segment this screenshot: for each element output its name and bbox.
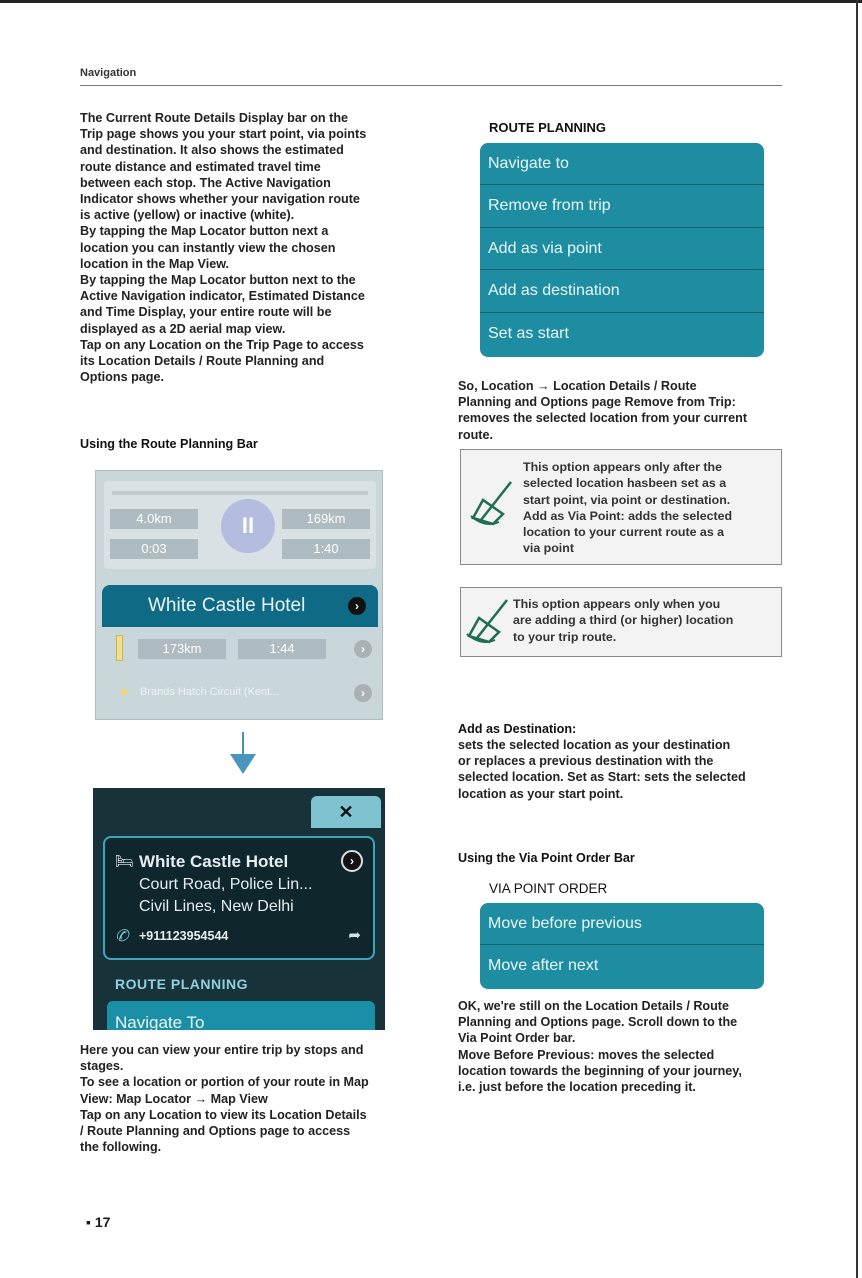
- pause-button[interactable]: II: [221, 499, 275, 553]
- route-planning-menu: [480, 143, 764, 357]
- address-line-1: Court Road, Police Lin...: [139, 876, 313, 893]
- remove-from-trip-paragraph: So, Location → Location Details / Route Planning and Options page Remove from Trip: removes the selected location from your current route.: [458, 379, 748, 442]
- leg-time: 1:44: [238, 639, 326, 659]
- via-point-order-heading: Using the Via Point Order Bar: [458, 851, 635, 865]
- hotel-name: White Castle Hotel: [148, 595, 306, 616]
- time-done: 0:03: [110, 539, 198, 559]
- star-icon: ★: [118, 683, 131, 699]
- phone-icon: ✆: [115, 928, 129, 945]
- progress-track: [112, 491, 368, 495]
- menu-item-remove-from-trip[interactable]: Remove from trip: [480, 185, 764, 227]
- share-icon[interactable]: ➦: [348, 927, 361, 944]
- header-rule: [80, 85, 782, 86]
- note-pencil-icon: [467, 476, 519, 530]
- note-text: This option appears only after the selected location hasbeen set as a start point, via point or destination. Add as Via Point: adds the selected location to your current route as a via point: [523, 460, 733, 556]
- menu-item-navigate-to[interactable]: Navigate to: [480, 143, 764, 185]
- chevron-right-icon[interactable]: ›: [354, 640, 372, 658]
- next-stop-name: Brands Hatch Circuit (Kent...: [140, 686, 280, 698]
- leg-distance: 173km: [138, 639, 226, 659]
- via-point-order-menu: [480, 903, 764, 989]
- route-planning-title: ROUTE PLANNING: [489, 120, 606, 135]
- menu-item-move-before-previous[interactable]: Move before previous: [480, 903, 764, 945]
- down-arrow-icon: [228, 732, 258, 776]
- note-pencil-icon: [463, 594, 515, 648]
- route-planning-bar-heading: Using the Route Planning Bar: [80, 437, 258, 451]
- bed-icon: 🛏: [115, 853, 135, 870]
- route-summary-panel: [104, 481, 376, 569]
- via-point-order-paragraph: OK, we're still on the Location Details / Route Planning and Options page. Scroll down to the Via Point Order bar. Move Before Previous: moves the selected location towards the beginning of your journey, i.e. just before the location preceding it.: [458, 999, 742, 1095]
- note-box: [460, 449, 782, 565]
- right-border: [856, 0, 858, 1278]
- location-details-screenshot: [93, 788, 385, 1030]
- distance-left: 169km: [282, 509, 370, 529]
- time-left: 1:40: [282, 539, 370, 559]
- running-header: Navigation: [80, 67, 137, 79]
- menu-item-add-via-point[interactable]: Add as via point: [480, 228, 764, 270]
- chevron-right-icon[interactable]: ›: [341, 850, 363, 872]
- distance-done: 4.0km: [110, 509, 198, 529]
- page-number: ▪ 17: [86, 1214, 111, 1230]
- chevron-right-icon[interactable]: ›: [348, 597, 366, 615]
- trip-page-screenshot: [95, 470, 383, 720]
- menu-item-set-as-start[interactable]: Set as start: [488, 324, 569, 342]
- hotel-stop-bar[interactable]: [102, 585, 378, 627]
- via-point-order-title: VIA POINT ORDER: [489, 881, 608, 896]
- outro-paragraph: Here you can view your entire trip by stops and stages. To see a location or portion of your route in Map View: Map Locator → Map View Tap on any Location to view its Location Details / Route Planning and Options page to access the following.: [80, 1043, 369, 1155]
- note-box: [460, 587, 782, 657]
- close-button[interactable]: ✕: [311, 796, 381, 828]
- location-card: [103, 836, 375, 960]
- navigate-to-button[interactable]: Navigate To: [107, 1001, 375, 1030]
- location-name: White Castle Hotel: [139, 852, 289, 871]
- active-navigation-indicator: [116, 635, 123, 661]
- intro-paragraph: The Current Route Details Display bar on the Trip page shows you your start point, via points and destination. It also shows the estimated route distance and estimated travel time between each stop. The Active Navigation Indicator shows whether your navigation route is active (yellow) or inactive (white). By tapping the Map Locator button next a location you can instantly view the chosen location in the Map View. By tapping the Map Locator button next to the Active Navigation indicator, Estimated Distance and Time Display, your entire route will be displayed as a 2D aerial map view. Tap on any Location on the Trip Page to access its Location Details / Route Planning and Options page.: [80, 111, 367, 385]
- route-planning-label: ROUTE PLANNING: [115, 976, 248, 992]
- note-text: This option appears only when you are adding a third (or higher) location to your trip route.: [513, 597, 734, 644]
- phone-number[interactable]: +911123954544: [139, 929, 229, 943]
- address-line-2: Civil Lines, New Delhi: [139, 898, 294, 915]
- menu-item-move-after-next[interactable]: Move after next: [488, 957, 599, 975]
- top-border: [0, 0, 862, 3]
- menu-item-add-destination[interactable]: Add as destination: [480, 270, 764, 312]
- add-as-destination-heading: Add as Destination:: [458, 722, 577, 736]
- chevron-right-icon[interactable]: ›: [354, 684, 372, 702]
- add-as-destination-paragraph: sets the selected location as your destination or replaces a previous destination with the selected location. Set as Start: sets the selected location as your start point.: [458, 738, 746, 801]
